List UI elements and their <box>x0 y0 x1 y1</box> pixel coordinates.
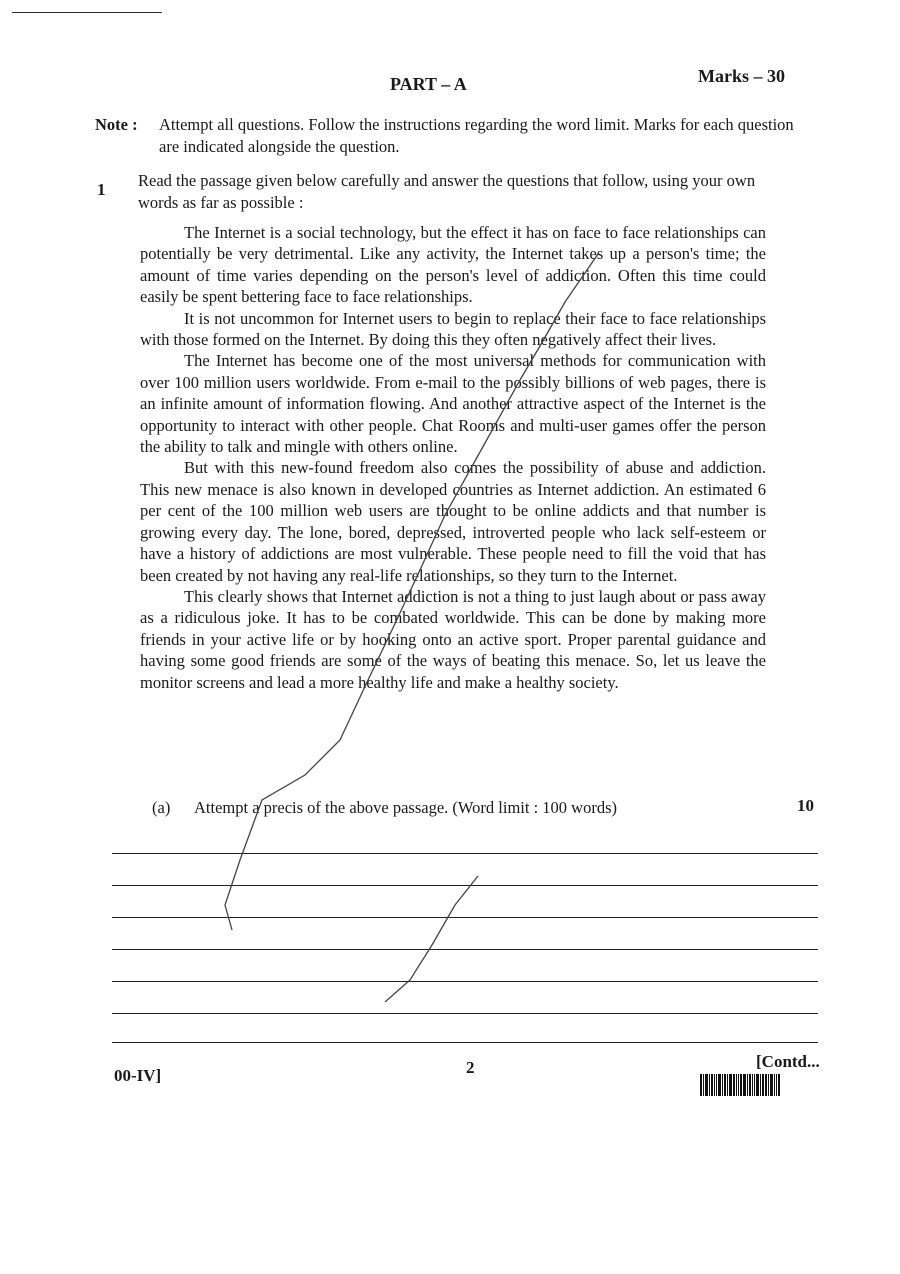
answer-line[interactable] <box>112 949 818 950</box>
passage-paragraph-5: This clearly shows that Internet addiction is not a thing to just laugh about or pass away as a ridiculous joke. It has to be combated worldwide. This can be done by making more friends in your active life or by hooking onto an active sport. Proper parental guidance and having some good friends are some of the ways of beating this menace. So, let us leave the monitor screens and lead a more healthy life and make a healthy society. <box>140 586 766 692</box>
sub-question-text: Attempt a precis of the above passage. (Word limit : 100 words) <box>194 798 617 817</box>
note-label: Note : <box>95 115 138 134</box>
passage <box>140 222 766 693</box>
passage-paragraph-3: The Internet has become one of the most universal methods for communication with over 100 million users worldwide. From e-mail to the possibly billions of web pages, there is an infinite amount of information flowing. And another attractive aspect of the Internet is the opportunity to interact with other people. Chat Rooms and multi-user games offer the person the ability to talk and mingle with others online. <box>140 351 766 457</box>
page-number: 2 <box>466 1058 475 1077</box>
sub-question-a <box>152 798 617 818</box>
answer-line[interactable] <box>112 1013 818 1014</box>
continued-label: [Contd... <box>756 1052 820 1071</box>
passage-paragraph-2: It is not uncommon for Internet users to begin to replace their face to face relationships with those formed on the Internet. By doing this they often negatively affect their lives. <box>140 308 766 350</box>
barcode <box>700 1074 820 1096</box>
paper-code: 00-IV] <box>114 1066 162 1085</box>
answer-line[interactable] <box>112 885 818 886</box>
note-block <box>95 114 805 158</box>
answer-line[interactable] <box>112 981 818 982</box>
passage-paragraph-4: But with this new-found freedom also comes the possibility of abuse and addiction. This new menace is also known in developed countries as Internet addiction. An estimated 6 per cent of the 100 million web users are thought to be online addicts and that number is growing every day. The lone, bored, depressed, introverted people who lack self-esteem or have a history of addictions are most vulnerable. These people need to fill the void that has been created by not having any real-life relationships, so they turn to the Internet. <box>140 458 766 585</box>
answer-line[interactable] <box>112 1042 818 1043</box>
answer-line[interactable] <box>112 853 818 854</box>
top-rule <box>12 12 162 13</box>
sub-question-label: (a) <box>152 798 171 817</box>
passage-paragraph-1: The Internet is a social technology, but the effect it has on face to face relationships can potentially be very detrimental. Like any activity, the Internet takes up a person's time; the amount of time varies depending on the person's level of addiction. Often this time could easily be spent bettering face to face relationships. <box>140 223 766 307</box>
sub-question-marks: 10 <box>797 796 814 815</box>
part-heading: PART – A <box>390 74 467 94</box>
answer-line[interactable] <box>112 917 818 918</box>
total-marks: Marks – 30 <box>698 66 785 86</box>
question-number: 1 <box>97 180 106 199</box>
question-instructions: Read the passage given below carefully and answer the questions that follow, using your own words as far as possible : <box>138 171 756 212</box>
note-text: Attempt all questions. Follow the instructions regarding the word limit. Marks for each question are indicated alongside the question. <box>159 115 794 156</box>
